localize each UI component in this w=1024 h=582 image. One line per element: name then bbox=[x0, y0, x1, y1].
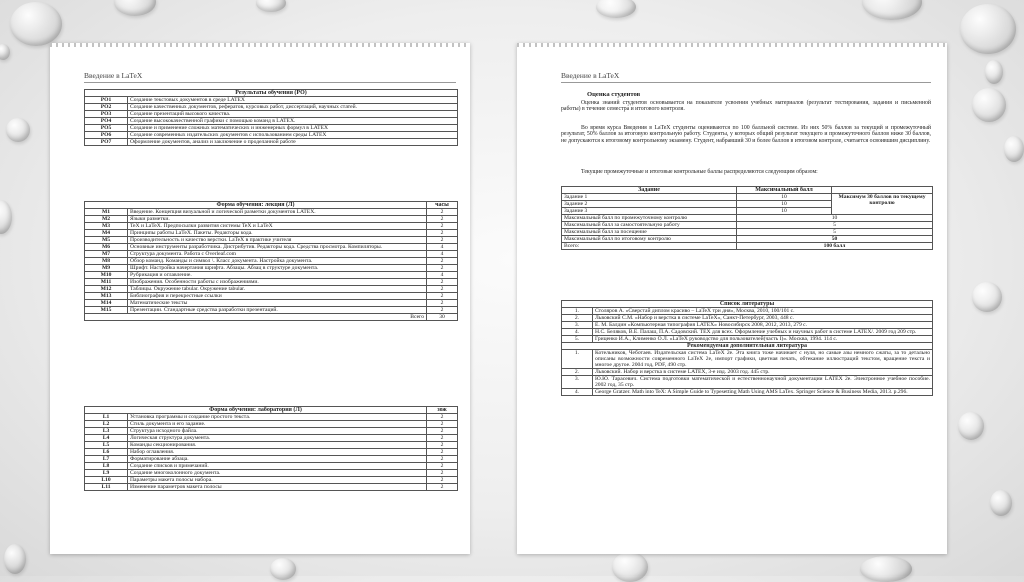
grade-task: Задание 1 bbox=[562, 194, 737, 201]
lecture-code: М6 bbox=[85, 244, 128, 251]
outcome-text: Создание высококачественной графики с помощью команд в LATEX. bbox=[128, 118, 458, 125]
outcome-text: Оформление документов, анализ и заключение о проделанной работе bbox=[128, 139, 458, 146]
assessment-paragraph-2: Во время курса Введения в LaTeX студенты оцениваются по 100 балльной системе. Из них 50% баллов за текущий и промежуточный результат, 50% баллов за итоговую контрольную работу. Студенты, у которых общий результат текущего и промежуточного баллов ниже 30 баллов, не допускаются к итоговому контрольному экзамену. Студент, набравший 30 и более баллов в итоговом контроле, считается освоившим дисциплину. bbox=[561, 125, 931, 144]
lecture-topic: Таблицы. Окружение tabular. Окружение tabular. bbox=[128, 286, 427, 293]
document-page-right bbox=[517, 43, 947, 554]
water-drop-decoration bbox=[990, 490, 1012, 516]
water-drop-decoration bbox=[256, 0, 286, 12]
lecture-hours: 2 bbox=[427, 279, 458, 286]
lecture-code: М2 bbox=[85, 216, 128, 223]
extra-references-title: Рекомендуемая дополнительная литература bbox=[562, 343, 933, 350]
lab-topic: Создание списков и примечаний. bbox=[128, 463, 427, 470]
reference-row bbox=[562, 336, 933, 343]
lecture-topic: Шрифт. Настройка начертания шрифта. Абзацы. Абзац в структуре документа. bbox=[128, 265, 427, 272]
lecture-topic: Производительность и качество верстки. LaTeX в практике учителя bbox=[128, 237, 427, 244]
lab-hours: 2 bbox=[427, 456, 458, 463]
reference-number: 3. bbox=[562, 322, 593, 329]
lectures-title: Форма обучения: лекция (Л) bbox=[85, 202, 427, 209]
page-top-border bbox=[50, 43, 470, 47]
lab-topic: Набор оглавления. bbox=[128, 449, 427, 456]
extra-reference-row bbox=[562, 350, 933, 369]
header-rule bbox=[561, 82, 931, 83]
water-drop-decoration bbox=[862, 0, 922, 20]
lab-hours: 2 bbox=[427, 449, 458, 456]
lecture-row bbox=[85, 265, 458, 272]
lecture-topic: Библиография и перекрестные ссылки bbox=[128, 293, 427, 300]
grades-total-label: Всего: bbox=[562, 243, 737, 250]
outcome-text: Создание презентаций высокого качества. bbox=[128, 111, 458, 118]
lab-code: L5 bbox=[85, 442, 128, 449]
lecture-row bbox=[85, 307, 458, 314]
reference-row bbox=[562, 308, 933, 315]
lectures-table bbox=[84, 201, 458, 321]
grade-extra-name: Максимальный балл за посещение bbox=[562, 229, 737, 236]
outcomes-title: Результаты обучения (РО) bbox=[85, 90, 458, 97]
lab-hours: 2 bbox=[427, 421, 458, 428]
lecture-topic: Математические тексты bbox=[128, 300, 427, 307]
lecture-hours: 2 bbox=[427, 293, 458, 300]
outcome-row bbox=[85, 132, 458, 139]
lab-topic: Команды секционирования. bbox=[128, 442, 427, 449]
lecture-topic: Структура документа. Работа с Overleaf.com bbox=[128, 251, 427, 258]
extra-reference-text: Котельников, Чеботаев. Издательская система LaTeX 2e. Эта книга тоже начинает с нуля, но самые азы немного сжаты, за то детально описаны возможности современного LaTeX 2e, импорт графики, цветная печать, обтекание иллюстраций текстом, вращение текста и многое другое. 2004 год, PDF, 490 стр. bbox=[593, 350, 933, 369]
water-drop-decoration bbox=[972, 282, 1002, 312]
outcome-row bbox=[85, 118, 458, 125]
lab-hours: 2 bbox=[427, 484, 458, 491]
lab-row bbox=[85, 470, 458, 477]
lecture-hours: 2 bbox=[427, 230, 458, 237]
water-drop-decoration bbox=[270, 558, 296, 580]
lecture-hours: 2 bbox=[427, 223, 458, 230]
lab-code: L8 bbox=[85, 463, 128, 470]
grades-col-note bbox=[832, 187, 933, 194]
extra-reference-number: 3. bbox=[562, 376, 593, 389]
reference-text: Гриценко И.А., Клименко О.Л. «LaTeX руководство для пользователей(часть I)». Москва, 1994. 114 с. bbox=[593, 336, 933, 343]
extra-reference-number: 4. bbox=[562, 389, 593, 396]
grade-extra-name: Максимальный балл за самостоятельную работу bbox=[562, 222, 737, 229]
lab-topic: Создание многоколонного документа. bbox=[128, 470, 427, 477]
lecture-code: М11 bbox=[85, 279, 128, 286]
lecture-topic: Обзор команд. Команды и символ \. Класс документа. Настройка документа. bbox=[128, 258, 427, 265]
outcome-code: РО3 bbox=[85, 111, 128, 118]
water-drop-decoration bbox=[114, 0, 156, 16]
lab-row bbox=[85, 449, 458, 456]
reference-number: 5. bbox=[562, 336, 593, 343]
grades-current-note: Максимум 30 баллов по текущему контролю bbox=[832, 194, 933, 215]
lab-hours: 2 bbox=[427, 414, 458, 421]
lecture-code: М15 bbox=[85, 307, 128, 314]
lecture-code: М10 bbox=[85, 272, 128, 279]
outcome-text: Создание качественных документов, рефератов, курсовых работ, диссертаций, научных статей. bbox=[128, 104, 458, 111]
references-title: Список литературы bbox=[562, 301, 933, 308]
lecture-hours: 2 bbox=[427, 209, 458, 216]
lab-row bbox=[85, 484, 458, 491]
lecture-topic: Введение. Концепция визуальной и логической разметки документов LATEX. bbox=[128, 209, 427, 216]
lab-row bbox=[85, 428, 458, 435]
outcome-text: Создание текстовых документов в среде LATEX bbox=[128, 97, 458, 104]
lecture-row bbox=[85, 293, 458, 300]
labs-table bbox=[84, 406, 458, 491]
grade-extra-value: 10 bbox=[737, 215, 933, 222]
lecture-row bbox=[85, 279, 458, 286]
reference-number: 4. bbox=[562, 329, 593, 336]
reference-number: 1. bbox=[562, 308, 593, 315]
grade-max: 10 bbox=[737, 201, 832, 208]
lecture-topic: Основные инструменты разработчика. Дистрибутив. Редакторы кода. Средства просмотра. Компиляторы. bbox=[128, 244, 427, 251]
grade-extra-value: 5 bbox=[737, 222, 933, 229]
extra-reference-row bbox=[562, 376, 933, 389]
lecture-code: М12 bbox=[85, 286, 128, 293]
lecture-topic: Языки разметки. bbox=[128, 216, 427, 223]
lecture-topic: Изображения. Особенности работы с изображениями. bbox=[128, 279, 427, 286]
lecture-row bbox=[85, 258, 458, 265]
lab-row bbox=[85, 463, 458, 470]
page-top-border bbox=[517, 43, 947, 47]
page-header: Введение в LaTeX bbox=[561, 71, 620, 80]
grade-extra-name: Максимальный балл по итоговому контролю bbox=[562, 236, 737, 243]
lab-code: L4 bbox=[85, 435, 128, 442]
lab-topic: Параметры макета полосы набора. bbox=[128, 477, 427, 484]
lecture-hours: 2 bbox=[427, 307, 458, 314]
lab-hours: 2 bbox=[427, 477, 458, 484]
reference-row bbox=[562, 315, 933, 322]
lab-code: L7 bbox=[85, 456, 128, 463]
grade-extra-name: Максимальный балл по промежуточному контролю bbox=[562, 215, 737, 222]
reference-text: Львовский С.М. «Набор и верстка в системе LaTeX», Санкт-Петербург, 2003, 448 с. bbox=[593, 315, 933, 322]
reference-row bbox=[562, 329, 933, 336]
lab-row bbox=[85, 442, 458, 449]
header-rule bbox=[84, 82, 456, 83]
reference-text: Н.С. Беляков, В.Е. Палаш, П.А. Садовский. TEX для всех. Оформление учебных и научных работ в системе LATEX/. 2009 год 209 стр. bbox=[593, 329, 933, 336]
outcomes-table bbox=[84, 89, 458, 146]
lecture-hours: 4 bbox=[427, 272, 458, 279]
lecture-code: М7 bbox=[85, 251, 128, 258]
lectures-hours-label: часы bbox=[427, 202, 458, 209]
grade-extra-value: 5 bbox=[737, 229, 933, 236]
lab-row bbox=[85, 456, 458, 463]
outcome-code: РО6 bbox=[85, 132, 128, 139]
lecture-topic: Принципы работы LaTeX. Пакеты. Редакторы кода. bbox=[128, 230, 427, 237]
lecture-row bbox=[85, 300, 458, 307]
lab-code: L10 bbox=[85, 477, 128, 484]
lecture-hours: 2 bbox=[427, 265, 458, 272]
lab-hours: 2 bbox=[427, 428, 458, 435]
lab-topic: Установка программы и создание простого текста. bbox=[128, 414, 427, 421]
lecture-hours: 4 bbox=[427, 251, 458, 258]
lecture-hours: 2 bbox=[427, 237, 458, 244]
grades-col-max: Максимальный балл bbox=[737, 187, 832, 194]
grade-extra-row bbox=[562, 236, 933, 243]
reference-number: 2. bbox=[562, 315, 593, 322]
extra-reference-text: Ю.Ю. Тарасевич. Система подготовки математической и естественнонаучной документации LATEX 2e. Электронное учебное пособие. 2002 год, 35 стр. bbox=[593, 376, 933, 389]
lecture-code: М8 bbox=[85, 258, 128, 265]
lecture-row bbox=[85, 230, 458, 237]
lab-code: L2 bbox=[85, 421, 128, 428]
water-drop-decoration bbox=[612, 552, 648, 582]
assessment-title: Оценка студентов bbox=[587, 91, 641, 98]
document-page-left bbox=[50, 43, 470, 554]
references-table bbox=[561, 300, 933, 396]
lab-row bbox=[85, 421, 458, 428]
lecture-row bbox=[85, 272, 458, 279]
lecture-hours: 2 bbox=[427, 286, 458, 293]
lecture-row bbox=[85, 216, 458, 223]
outcome-code: РО2 bbox=[85, 104, 128, 111]
outcome-code: РО1 bbox=[85, 97, 128, 104]
lab-row bbox=[85, 477, 458, 484]
extra-reference-number: 2. bbox=[562, 369, 593, 376]
reference-text: Е. М. Балдин «Компьютерная типография LATEX» Новосибирск 2008, 2012, 2013, 279 с. bbox=[593, 322, 933, 329]
water-drop-decoration bbox=[596, 0, 636, 18]
outcome-code: РО5 bbox=[85, 125, 128, 132]
grade-row bbox=[562, 194, 933, 201]
water-drop-decoration bbox=[1004, 136, 1024, 162]
lecture-code: М13 bbox=[85, 293, 128, 300]
lab-code: L6 bbox=[85, 449, 128, 456]
lecture-hours: 4 bbox=[427, 244, 458, 251]
extra-reference-text: George Gratzer. Math into TeX: A Simple Guide to Typesetting Math Using AMS LaTex. Springer Science & Business Media, 2013. p.296. bbox=[593, 389, 933, 396]
grade-task: Задание 2 bbox=[562, 201, 737, 208]
lab-topic: Стиль документа и его задание. bbox=[128, 421, 427, 428]
lecture-row bbox=[85, 244, 458, 251]
grade-max: 10 bbox=[737, 194, 832, 201]
water-drop-decoration bbox=[860, 556, 912, 582]
outcome-code: РО4 bbox=[85, 118, 128, 125]
lab-row bbox=[85, 435, 458, 442]
lecture-hours: 2 bbox=[427, 300, 458, 307]
lab-row bbox=[85, 414, 458, 421]
water-drop-decoration bbox=[0, 44, 10, 60]
extra-reference-row bbox=[562, 389, 933, 396]
labs-hours-label: зож bbox=[427, 407, 458, 414]
lab-code: L11 bbox=[85, 484, 128, 491]
grade-extra-row bbox=[562, 222, 933, 229]
water-drop-decoration bbox=[0, 200, 12, 234]
lecture-code: М1 bbox=[85, 209, 128, 216]
grade-max: 10 bbox=[737, 208, 832, 215]
reference-row bbox=[562, 322, 933, 329]
lecture-topic: Презентации. Стандартные средства разработки презентаций. bbox=[128, 307, 427, 314]
grade-extra-row bbox=[562, 229, 933, 236]
lecture-code: М4 bbox=[85, 230, 128, 237]
lecture-row bbox=[85, 286, 458, 293]
water-drop-decoration bbox=[6, 118, 30, 142]
water-drop-decoration bbox=[960, 4, 1016, 54]
outcome-row bbox=[85, 111, 458, 118]
page-header: Введение в LaTeX bbox=[84, 71, 143, 80]
lab-topic: Форматирование абзаца. bbox=[128, 456, 427, 463]
assessment-paragraph-3: Текущие промежуточные и итоговые контрольные баллы распределяются следующим образом: bbox=[581, 169, 818, 175]
lab-code: L1 bbox=[85, 414, 128, 421]
extra-reference-row bbox=[562, 369, 933, 376]
lab-code: L3 bbox=[85, 428, 128, 435]
lecture-code: М9 bbox=[85, 265, 128, 272]
grades-total: 100 балл bbox=[737, 243, 933, 250]
water-drop-decoration bbox=[10, 2, 62, 46]
outcome-code: РО7 bbox=[85, 139, 128, 146]
grade-extra-value: 50 bbox=[737, 236, 933, 243]
water-drop-decoration bbox=[958, 412, 984, 440]
lab-code: L9 bbox=[85, 470, 128, 477]
lecture-topic: TeX и LaTeX. Предпосылки развития системы TeX и LaTeX bbox=[128, 223, 427, 230]
lecture-code: М14 bbox=[85, 300, 128, 307]
lab-topic: Структура исходного файла. bbox=[128, 428, 427, 435]
outcome-text: Создание современных издательских документов с использованием среды LATEX bbox=[128, 132, 458, 139]
lab-hours: 2 bbox=[427, 442, 458, 449]
lecture-hours: 2 bbox=[427, 258, 458, 265]
lab-topic: Изменение параметров макета полосы bbox=[128, 484, 427, 491]
lecture-row bbox=[85, 237, 458, 244]
lab-hours: 2 bbox=[427, 435, 458, 442]
assessment-paragraph-1: Оценка знаний студентов основывается на показателе усвоения учебных материалов (результат тестирования, задания и письменной работы) в течение семестра и итогового контроля. bbox=[561, 100, 931, 113]
grade-extra-row bbox=[562, 215, 933, 222]
lectures-total-label: Всего bbox=[85, 314, 427, 321]
extra-reference-number: 1. bbox=[562, 350, 593, 369]
water-drop-decoration bbox=[972, 88, 1006, 122]
lecture-hours: 2 bbox=[427, 216, 458, 223]
lab-hours: 2 bbox=[427, 463, 458, 470]
grades-col-task: Задание bbox=[562, 187, 737, 194]
lab-hours: 2 bbox=[427, 470, 458, 477]
water-drop-decoration bbox=[985, 60, 1003, 84]
extra-reference-text: Львовский. Набор и верстка в системе LATEX, 3-е изд. 2003 год. 445 стр. bbox=[593, 369, 933, 376]
outcome-row bbox=[85, 104, 458, 111]
lectures-total: 30 bbox=[427, 314, 458, 321]
outcome-text: Создание и применение сложных математических и инженерных формул в LATEX bbox=[128, 125, 458, 132]
grade-task: Задание 3 bbox=[562, 208, 737, 215]
water-drop-decoration bbox=[4, 544, 26, 574]
grades-table bbox=[561, 186, 933, 250]
lab-topic: Логическая структура документа. bbox=[128, 435, 427, 442]
outcome-row bbox=[85, 139, 458, 146]
outcome-row bbox=[85, 125, 458, 132]
reference-text: Столяров А. «Сверстай диплом красиво – LaTeX три дня», Москва, 2010, 100/101 с. bbox=[593, 308, 933, 315]
lecture-row bbox=[85, 223, 458, 230]
lecture-row bbox=[85, 251, 458, 258]
outcome-row bbox=[85, 97, 458, 104]
labs-title: Форма обучения: лаборатория (Л) bbox=[85, 407, 427, 414]
lecture-topic: Рубрикация и оглавление. bbox=[128, 272, 427, 279]
lecture-row bbox=[85, 209, 458, 216]
lecture-code: М5 bbox=[85, 237, 128, 244]
lecture-code: М3 bbox=[85, 223, 128, 230]
